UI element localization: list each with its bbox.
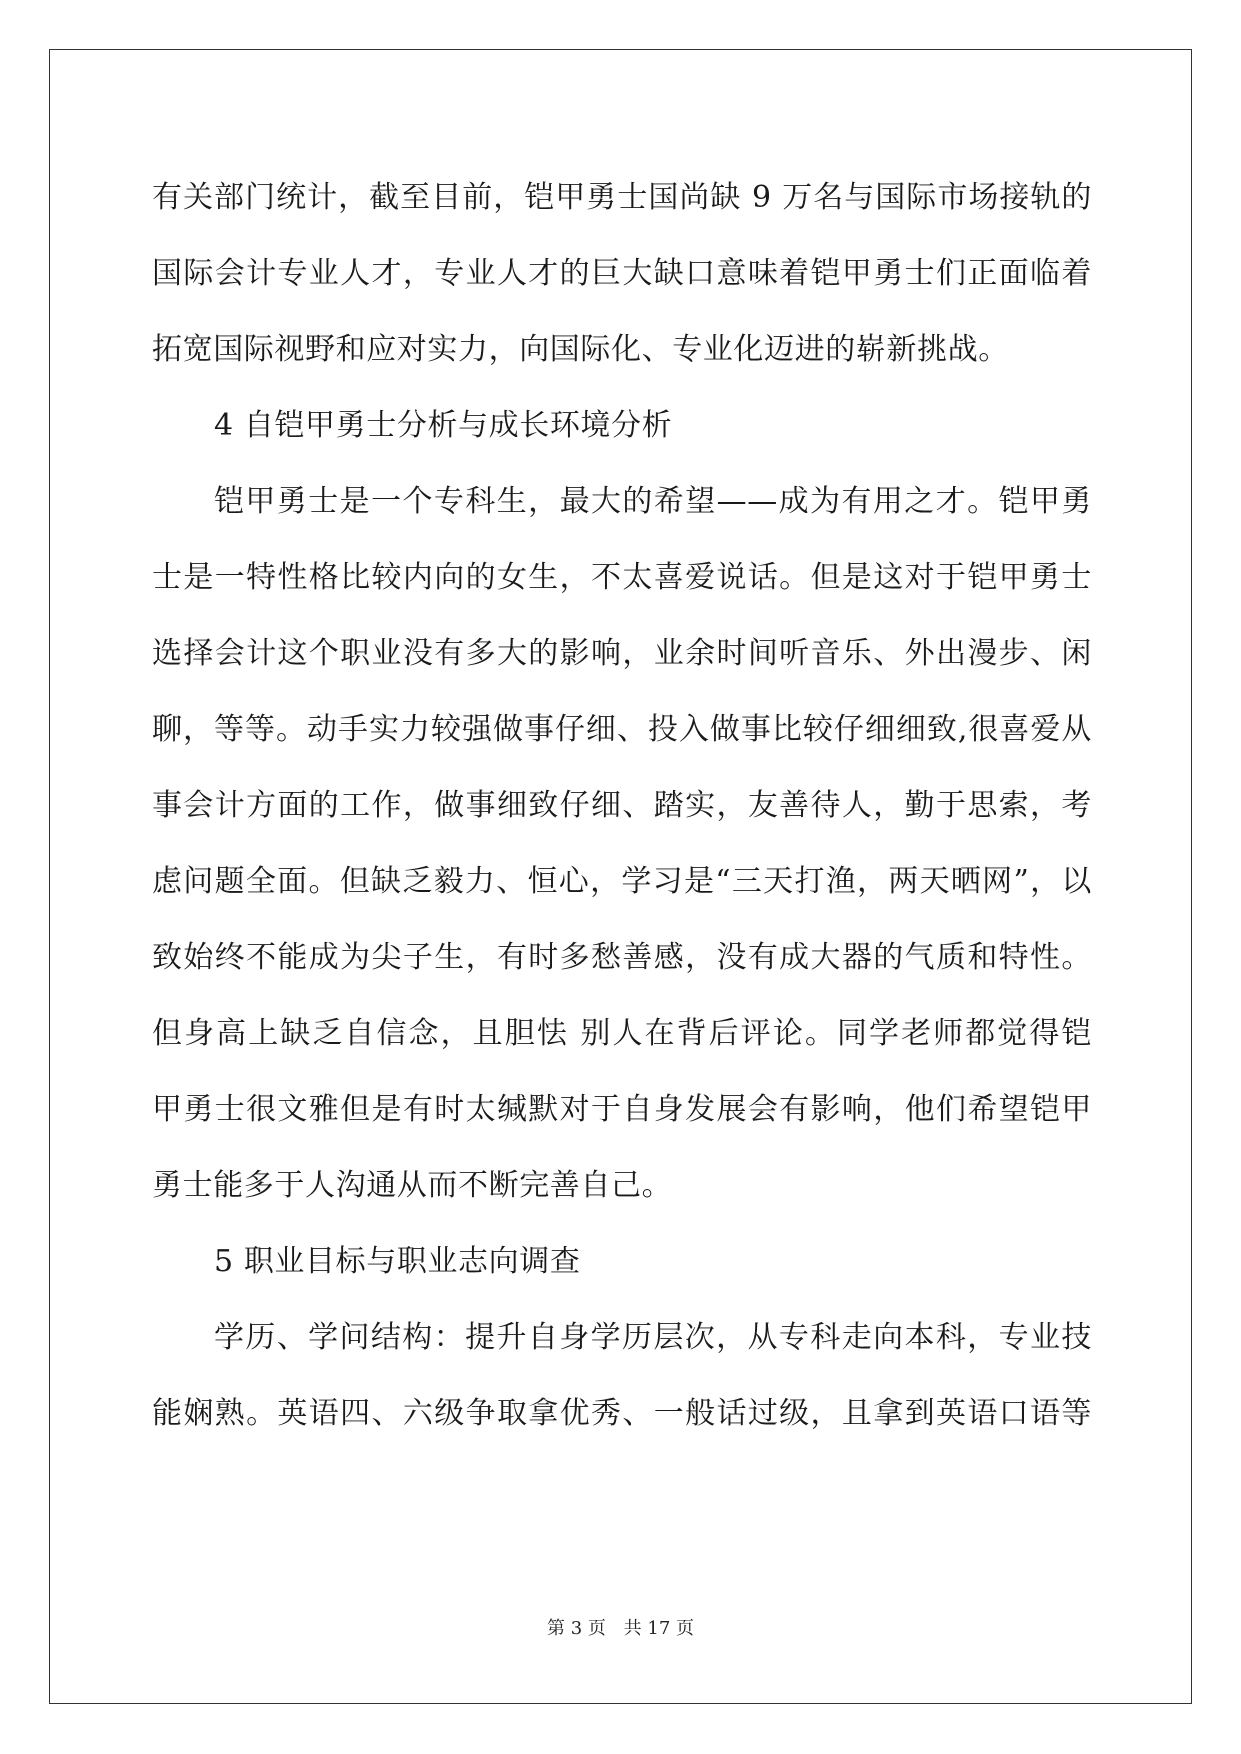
- text-line: 聊，等等。动手实力较强做事仔细、投入做事比较仔细细致,很喜爱从: [152, 712, 1092, 747]
- text-line: 选择会计这个职业没有多大的影响，业余时间听音乐、外出漫步、闲: [152, 636, 1092, 671]
- text-line: 学历、学问结构：提升自身学历层次，从专科走向本科，专业技: [214, 1320, 1092, 1355]
- text-line: 国际会计专业人才，专业人才的巨大缺口意味着铠甲勇士们正面临着: [152, 256, 1092, 291]
- text-line: 甲勇士很文雅但是有时太缄默对于自身发展会有影响，他们希望铠甲: [152, 1092, 1092, 1127]
- text-line: 士是一特性格比较内向的女生，不太喜爱说话。但是这对于铠甲勇士: [152, 560, 1092, 595]
- text-line: 虑问题全面。但缺乏毅力、恒心，学习是“三天打渔，两天晒网”，以: [152, 864, 1092, 899]
- section-heading: 4 自铠甲勇士分析与成长环境分析: [214, 408, 673, 443]
- page-footer: [0, 1614, 1241, 1640]
- text-line: 拓宽国际视野和应对实力，向国际化、专业化迈进的崭新挑战。: [152, 332, 1009, 367]
- text-line: 事会计方面的工作，做事细致仔细、踏实，友善待人，勤于思索，考: [152, 788, 1092, 823]
- text-line: 勇士能多于人沟通从而不断完善自己。: [152, 1168, 673, 1203]
- page-total: 共 17 页: [623, 1618, 694, 1639]
- text-line: 致始终不能成为尖子生，有时多愁善感，没有成大器的气质和特性。: [152, 940, 1092, 975]
- text-line: 能娴熟。英语四、六级争取拿优秀、一般话过级，且拿到英语口语等: [152, 1396, 1092, 1431]
- document-body: [152, 160, 1092, 1452]
- section-heading: 5 职业目标与职业志向调查: [214, 1244, 581, 1279]
- text-line: 但身高上缺乏自信念，且胆怯 别人在背后评论。同学老师都觉得铠: [152, 1016, 1092, 1051]
- text-line: 铠甲勇士是一个专科生，最大的希望——成为有用之才。铠甲勇: [214, 484, 1092, 519]
- page-number: 第 3 页: [547, 1618, 606, 1639]
- text-line: 有关部门统计，截至目前，铠甲勇士国尚缺 9 万名与国际市场接轨的: [152, 180, 1092, 215]
